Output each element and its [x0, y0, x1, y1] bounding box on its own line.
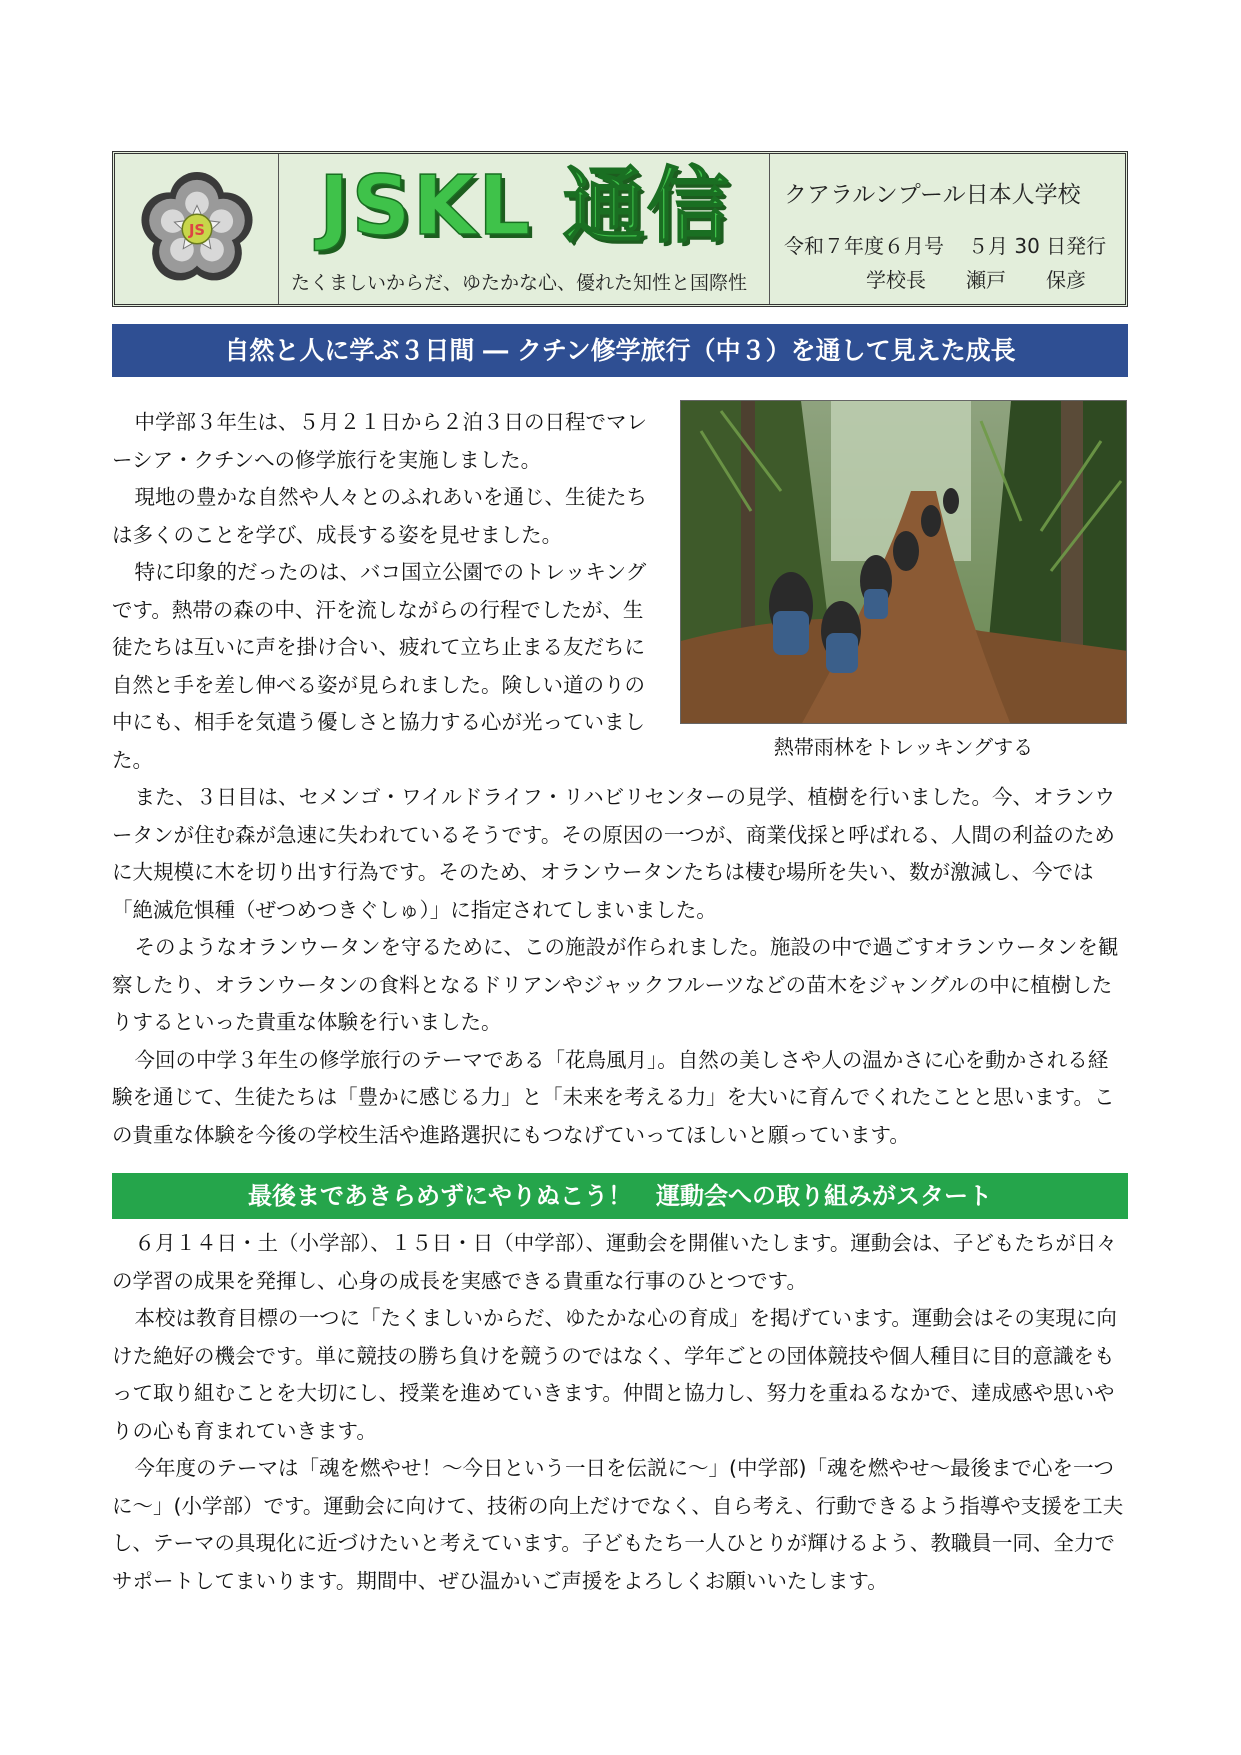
paragraph: 現地の豊かな自然や人々とのふれあいを通じ、生徒たちは多くのことを学び、成長する姿を見せました。	[112, 485, 648, 547]
school-motto: たくましいからだ、ゆたかな心、優れた知性と国際性	[291, 272, 748, 294]
school-logo-cell	[115, 154, 279, 304]
paragraph: ６月１４日・土（小学部）、１５日・日（中学部）、運動会を開催いたします。運動会は、子どもたちが日々の学習の成果を発揮し、心身の成長を実感できる貴重な行事のひとつです。	[112, 1231, 1117, 1293]
paragraph: 今回の中学３年生の修学旅行のテーマである「花鳥風月」。自然の美しさや人の温かさに心を動かされる経験を通じて、生徒たちは「豊かに感じる力」と「未来を考える力」を大いに育んでくれたことと思います。この貴重な体験を今後の学校生活や進路選択にもつなげていってほしいと願っています。	[112, 1047, 1115, 1147]
photo-caption: 熱帯雨林をトレッキングする	[773, 735, 1034, 759]
issue-line	[784, 230, 1130, 259]
section2-heading: 最後まであきらめずにやりぬこう！ 運動会への取り組みがスタート	[112, 1173, 1128, 1219]
emblem-text: JS	[188, 221, 205, 239]
header-info-cell	[770, 154, 1125, 304]
issue-date: ５月 30 日発行	[968, 234, 1107, 258]
paragraph: 今年度のテーマは「魂を燃やせ！～今日という一日を伝説に～」(中学部)「魂を燃やせ～最後まで心を一つに～」(小学部）です。運動会に向けて、技術の向上だけでなく、自ら考え、行動できるよう指導や支援を工夫し、テーマの具現化に近づけたいと考えています。子どもたち一人ひとりが輝けるよう、教職員一同、全力でサポートしてまいります。期間中、ぜひ温かいご声援をよろしくお願いいたします。	[112, 1456, 1124, 1593]
paragraph: そのようなオランウータンを守るために、この施設が作られました。施設の中で過ごすオランウータンを観察したり、オランウータンの食料となるドリアンやジャックフルーツなどの苗木をジャングルの中に植樹したりするといった貴重な体験を行いました。	[112, 935, 1119, 1034]
school-emblem-icon	[138, 170, 256, 288]
newsletter-header	[112, 151, 1128, 307]
trekking-photo	[680, 400, 1127, 724]
section2-text	[112, 1225, 1128, 1600]
principal-title: 学校長	[866, 268, 926, 292]
principal-line	[866, 264, 1126, 293]
paragraph: 本校は教育目標の一つに「たくましいからだ、ゆたかな心の育成」を掲げています。運動会はその実現に向けた絶好の機会です。単に競技の勝ち負けを競うのではなく、学年ごとの団体競技や個人種目に目的意識をもって取り組むことを大切にし、授業を進めていきます。仲間と協力し、努力を重ねるなかで、達成感や思いやりの心も育まれていきます。	[112, 1306, 1117, 1443]
paragraph: また、３日目は、セメンゴ・ワイルドライフ・リハビリセンターの見学、植樹を行いました。今、オランウータンが住む森が急速に失われているそうです。その原因の一つが、商業伐採と呼ばれる、人間の利益のために大規模に木を切り出す行為です。そのため、オランウータンたちは棲む場所を失い、数が激減し、今では「絶滅危惧種（ぜつめつきぐしゅ）」に指定されてしまいました。	[112, 785, 1116, 922]
header-title-cell	[279, 154, 770, 304]
rainforest-photo-illustration	[681, 401, 1127, 724]
section1-heading: 自然と人に学ぶ３日間 ― クチン修学旅行（中３）を通して見えた成長	[112, 324, 1128, 377]
principal-name: 瀬戸 保彦	[966, 268, 1086, 292]
paragraph: 中学部３年生は、５月２１日から２泊３日の日程でマレーシア・クチンへの修学旅行を実施しました。	[112, 410, 648, 472]
paragraph: 特に印象的だったのは、バコ国立公園でのトレッキングです。熱帯の森の中、汗を流しながらの行程でしたが、生徒たちは互いに声を掛け合い、疲れて立ち止まる友だちに自然と手を差し伸べる姿が見られました。険しい道のりの中にも、相手を気遣う優しさと協力する心が光っていました。	[112, 560, 647, 772]
issue-number: 令和７年度６月号	[784, 234, 944, 258]
section1-full-text	[112, 779, 1128, 1154]
newsletter-title: JSKL 通信	[319, 159, 731, 254]
section1-column-text	[112, 404, 652, 779]
school-name: クアラルンプール日本人学校	[784, 182, 1081, 208]
